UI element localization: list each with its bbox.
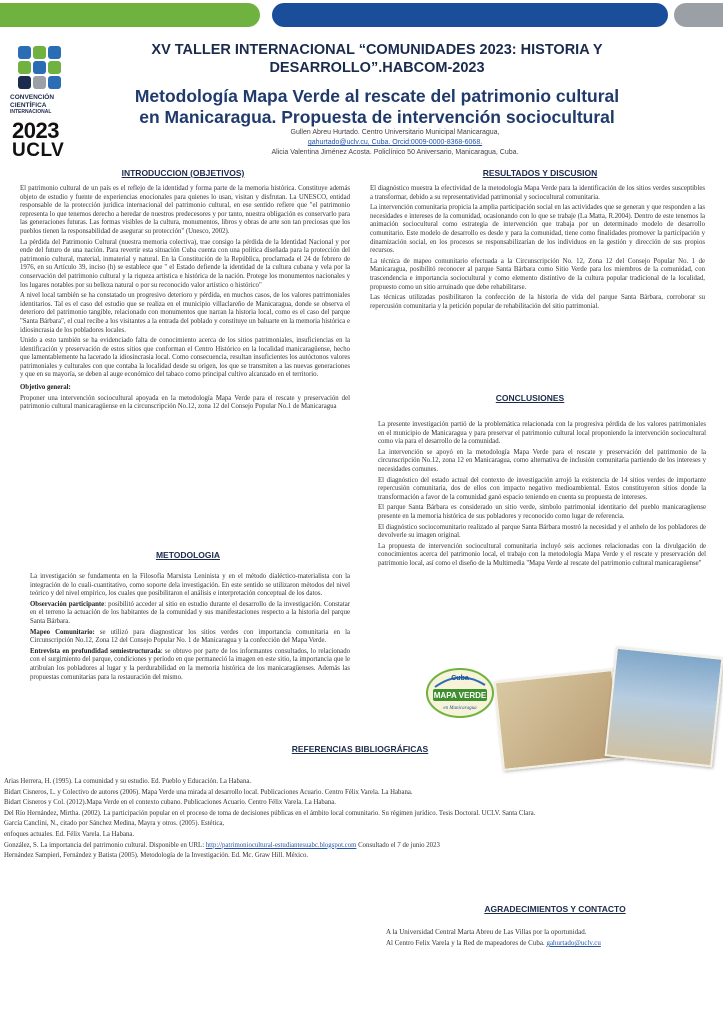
logo-line3: INTERNACIONAL	[10, 109, 52, 115]
objective-label: Objetivo general:	[20, 384, 71, 392]
references-list	[4, 777, 624, 862]
event-title: XV TALLER INTERNACIONAL “COMUNIDADES 2023: HISTORIA Y DESARROLLO”.HABCOM-2023	[151, 42, 603, 76]
acknowledgments-body: A la Universidad Central Marta Abreu de Las Villas por la oportunidad. Al Centro Felix Varela y la Red de mapeadores de Cuba. gahurtado@uclv.cu	[386, 928, 601, 947]
authors-block	[140, 128, 650, 158]
method-heading: METODOLOGIA	[155, 550, 221, 560]
logo-squares-icon	[18, 46, 62, 90]
logo-caption	[10, 94, 80, 117]
mapa-verde-top-text: Cuba	[451, 675, 469, 682]
conclusion-item: El diagnóstico del estado actual del contexto de investigación arrojó la existencia de 14 sitios verdes de importante repercusión comunitaria, dos de ellos con impacto negativo medioambiental. Estos constituyeron sitios donde la transformación a favor de la comunidad ganó espacio teniendo en cuenta su propuesta de intereses.	[378, 476, 706, 501]
contact-email-link[interactable]: gahurtado@uclv.cu	[546, 939, 601, 947]
author-1-contact-link[interactable]: gahurtado@uclv.cu, Cuba. Orcid:0009-0000-8368-6068.	[307, 139, 483, 146]
reference-url-link[interactable]: http://patrimoniocultural-estudiantesuabc.blogspot.com	[205, 841, 357, 849]
gray-band	[674, 3, 723, 27]
conclusion-item: El parque Santa Bárbara es considerado un sitio verde, símbolo patrimonial identitario del pueblo manicaragüense presente en la memoria histórica de sus pobladores y reconocido como lugar de referencia.	[378, 504, 706, 520]
top-decorative-bar	[0, 0, 723, 30]
intro-heading: INTRODUCCION (OBJETIVOS)	[121, 168, 245, 178]
green-band	[0, 3, 260, 27]
references-heading: REFERENCIAS BIBLIOGRÁFICAS	[291, 744, 429, 754]
logo-line2: CIENTÍFICA	[10, 101, 47, 109]
method-body: La investigación se fundamenta en la Filosofía Marxista Leninista y en el método dialéctico-materialista con la integración de lo cuali-cuantitativo, como soporte dela investigación. En este sentido se utilizaron métodos del nivel teórico y del nivel empírico, los cuales que posibilitaron el análisis e interpretación conceptual de los datos. Observación participante: posibilitó acceder al sitio en estudio durante el desarrollo de la investigación. Constatar en el terreno la actuación de los habitantes de la comunidad y sus manifestaciones respecto a la historia del parque Santa Bárbara. Mapeo Comunitario: se utilizó para diagnosticar los sitios verdes con importancia comunitaria en la Circunscripción No.12, Zona 12 del Consejo Popular No. 1 de Manicaragua y la confección del Mapa Verde. Entrevista en profundidad semiestructurada: se obtuvo por parte de los informantes consultados, lo relacionado con el surgimiento del parque, condiciones y período en que permaneció la imagen en este sitio, la importancia que le atribuían los pobladores al lugar y la perdurabilidad en la memoria histórica de los manicaragüenses. Además las propuestas comunitarias para la restauración del mismo.	[30, 573, 350, 681]
conclusion-item: La propuesta de intervención sociocultural comunitaria incluyó seis acciones relacionadas con la divulgación de conocimientos acerca del patrimonio local, el trabajo con la metodología Mapa Verde y el rescate y preservación del patrimonio local, así como el diseño de la Multimedia "Mapa Verde al rescate del patrimonio cultural manicaragüense"	[378, 542, 706, 567]
mapa-verde-sub-text: en Manicaragua	[443, 706, 477, 711]
conclusion-item: La intervención se apoyó en la metodología Mapa Verde para el rescate y preservación del patrimonio de la circunscripción No.12, zona 12 en Manicaragua, como alternativa de inclusión comunitaria partiendo de los intereses y necesidades comunes.	[378, 448, 706, 473]
mapa-verde-logo-icon	[425, 663, 495, 719]
reference-item: García Canclini, N., citado por Sánchez Medina, Mayra y otros. (2005). Estética,	[4, 820, 225, 828]
reference-item: Bidart Cisneros, L. y Colectivo de autores (2006). Mapa Verde una mirada al desarrollo local. Publicaciones Acuario. Centro Félix Varela. La Habana.	[4, 788, 413, 796]
reference-item: González, S. La importancia del patrimonio cultural. Disponible en URL: http://patrimoniocultural-estudiantesuabc.blogspot.com Consultado el 7 de junio 2023	[4, 841, 440, 849]
convention-logo	[10, 40, 80, 160]
logo-org: UCLV	[12, 140, 65, 161]
acknowledgments-heading: AGRADECIMIENTOS Y CONTACTO	[484, 904, 626, 914]
reference-item: Bidart Cisneros y Col. (2012).Mapa Verde en el contexto cubano. Publicaciones Acuario. Centro Félix Varela. La Habana.	[4, 799, 336, 807]
logo-line1: CONVENCIÓN	[10, 94, 55, 101]
reference-item: enfoques actuales. Ed. Félix Varela. La Habana.	[4, 830, 135, 838]
blue-band	[272, 3, 668, 27]
park-photo-children	[494, 669, 623, 771]
conclusion-item: La presente investigación partió de la problemática relacionada con la progresiva pérdida de los valores patrimoniales en el municipio de Manicaragua y para preservar el patrimonio cultural local proponiendo la intervención sociocultural como vía para el desarrollo de la comunidad.	[378, 421, 706, 446]
poster-title: Metodología Mapa Verde al rescate del patrimonio cultural en Manicaragua. Propuesta de intervención sociocultural	[134, 86, 620, 127]
reference-item: Hernández Sampieri, Fernández y Batista (2005). Metodología de la Investigación. Ed. Mc. Graw Hill. México.	[4, 852, 309, 860]
author-2: Alicia Valentina Jiménez Acosta. Policlínico 50 Aniversario, Manicaragua, Cuba.	[271, 149, 519, 156]
results-heading: RESULTADOS Y DISCUSION	[482, 168, 598, 178]
reference-item: Arias Herrera, H. (1995). La comunidad y su estudio. Ed. Pueblo y Educación. La Habana.	[4, 778, 252, 785]
intro-body: El patrimonio cultural de un país es el reflejo de la identidad y forma parte de la memoria histórica. Constituye además objeto de estudio y fuente de experiencias enocionales para quienes lo usan, visitan y disfrutan. La UNESCO, entidad responsable de la protección jurídica internacional del patrimonio cultural, en ese sentido refiere que "el patrimonio representa lo que tenemos derecho a heredar de nuestros predecesores y por tanto, nuestra obligación es conservarlo para las generaciones futuras. Las formas visibles de la cultura, monumentos, libros y obras de arte son tan preciosas que los pueblos tienen la responsabilidad de asegurar su protección" (Unesco, 2002). La pérdida del Patrimonio Cultural (nuestra memoria colectiva), trae consigo la pérdida de la Identidad Nacional y por ende del futuro de una nación. Para revertir esta situación Cuba cuenta con una política diseñada para la protección del patrimonio cultural, material, inmaterial y natural. En la Constitución de la República, proclamada el 24 de febrero de 1976, en su Artículo 39, inciso (h) se establece que " el Estado defiende la identidad de la cultura cubana y vela por la conservación del patrimonio cultural y la riqueza artística e histórica de la nación. Protege los monumentos nacionales y los lugares notables por su belleza natural o por su reconocido valor artístico o histórico" A nivel local también se ha constatado un progresivo deterioro y pérdida, en muchos casos, de los valores patrimoniales identitarios. Tal es el caso del estudio que se realiza en el municipio villaclareño de Manicaragua, donde se observa el deterioro del patrimonio tangible, relacionado con monumentos que narran la historia local, como es el caso del parque "Santa Bárbara", el cual recibe a los visitantes a la entrada del poblado y constituye un baluarte en la memoria histórica e idiosincrasia de los pobladores locales. Unido a esto también se ha evidenciado falta de conocimiento acerca de los sitios patrimoniales, insuficiencias en la identificación y preservación de estos sitios que conforman el Centro Histórico en la localidad manicaragüense, hecho que lamentablemente ha lacerado la idiosincrasia local. Como consecuencia, resultan insuficientes los autóctonos valores patrimoniales y culturales con que contaba la localidad desde su origen, los que se transmiten a las nuevas generaciones y que en su mayoría, se deben al auge económico del tabaco como principal cultivo alcanzado en el territorio. Objetivo general: Proponer una intervención sociocultural apoyada en la metodología Mapa Verde para el rescate y preservación del patrimonio cultural manicaragüense en la circunscripción No.12, zona 12 del Consejo Popular No.1 de Manicaragua	[20, 185, 350, 411]
mapa-verde-main-text: MAPA VERDE	[433, 691, 487, 700]
author-1: Gullen Abreu Hurtado. Centro Universitario Municipal Manicaragua,	[290, 129, 500, 136]
conclusion-item: El diagnóstico sociocomunitario realizado al parque Santa Bárbara mostró la necesidad y el anhelo de los pobladores de devolverle su imagen original.	[378, 523, 706, 540]
objective-text: Proponer una intervención sociocultural apoyada en la metodología Mapa Verde para el rescate y preservación del patrimonio cultural manicaragüense en la circunscripción No.12, zona 12 del Consejo Popular No.1 de Manicaragua	[20, 394, 350, 411]
results-body: El diagnóstico muestra la efectividad de la metodología Mapa Verde para la identificación de los sitios verdes susceptibles a transformar, debido a su representatividad patrimonial y sociocultural comunitaria. La intervención comunitaria propicia la amplia participación social en las actividades que se generan y que responden a las necesidades e intereses de la comunidad, ocasionando con lo que se trabaje (La Matta, R.2004). Dentro de este tenemos la animación sociocultural como estrategia de intervención que trabaja por un determinado modelo de desarrollo comunitario. Este modelo de desarrollo es desde y para la comunidad, tiene como finalidades promover la participación y dinamización social, en los procesos se responsabilizarían de los individuos en la gestión y dirección de sus propios recursos. La técnica de mapeo comunitario efectuada a la Circunscripción No. 12, Zona 12 del Consejo Popular No. 1 de Manicaragua, posibilitó reconocer al parque Santa Bárbara como Sitio Verde para los miembros de la comunidad, con trascendencia e importancia sociocultural y como elemento distintivo de la cultura popular tradicional de la localidad, propuesto como un sitio arruinado que debe rehabilitarse. Las técnicas utilizadas posibilitaron la confección de la historia de vida del parque Santa Bárbara, corroborar su repercusión comunitaria y la petición popular de rehabilitación del sitio patrimonial.	[370, 185, 705, 310]
church-photo	[605, 647, 723, 768]
reference-item: Del Río Hernández, Mirtha. (2002). La participación popular en el proceso de toma de decisiones públicas en el ámbito local comunitario. Su régimen jurídico. Tesis Doctoral. UCLV. Santa Clara.	[4, 809, 536, 817]
conclusions-heading: CONCLUSIONES	[495, 393, 565, 403]
logo-year: 2023	[12, 118, 59, 143]
conclusions-body	[378, 421, 706, 571]
